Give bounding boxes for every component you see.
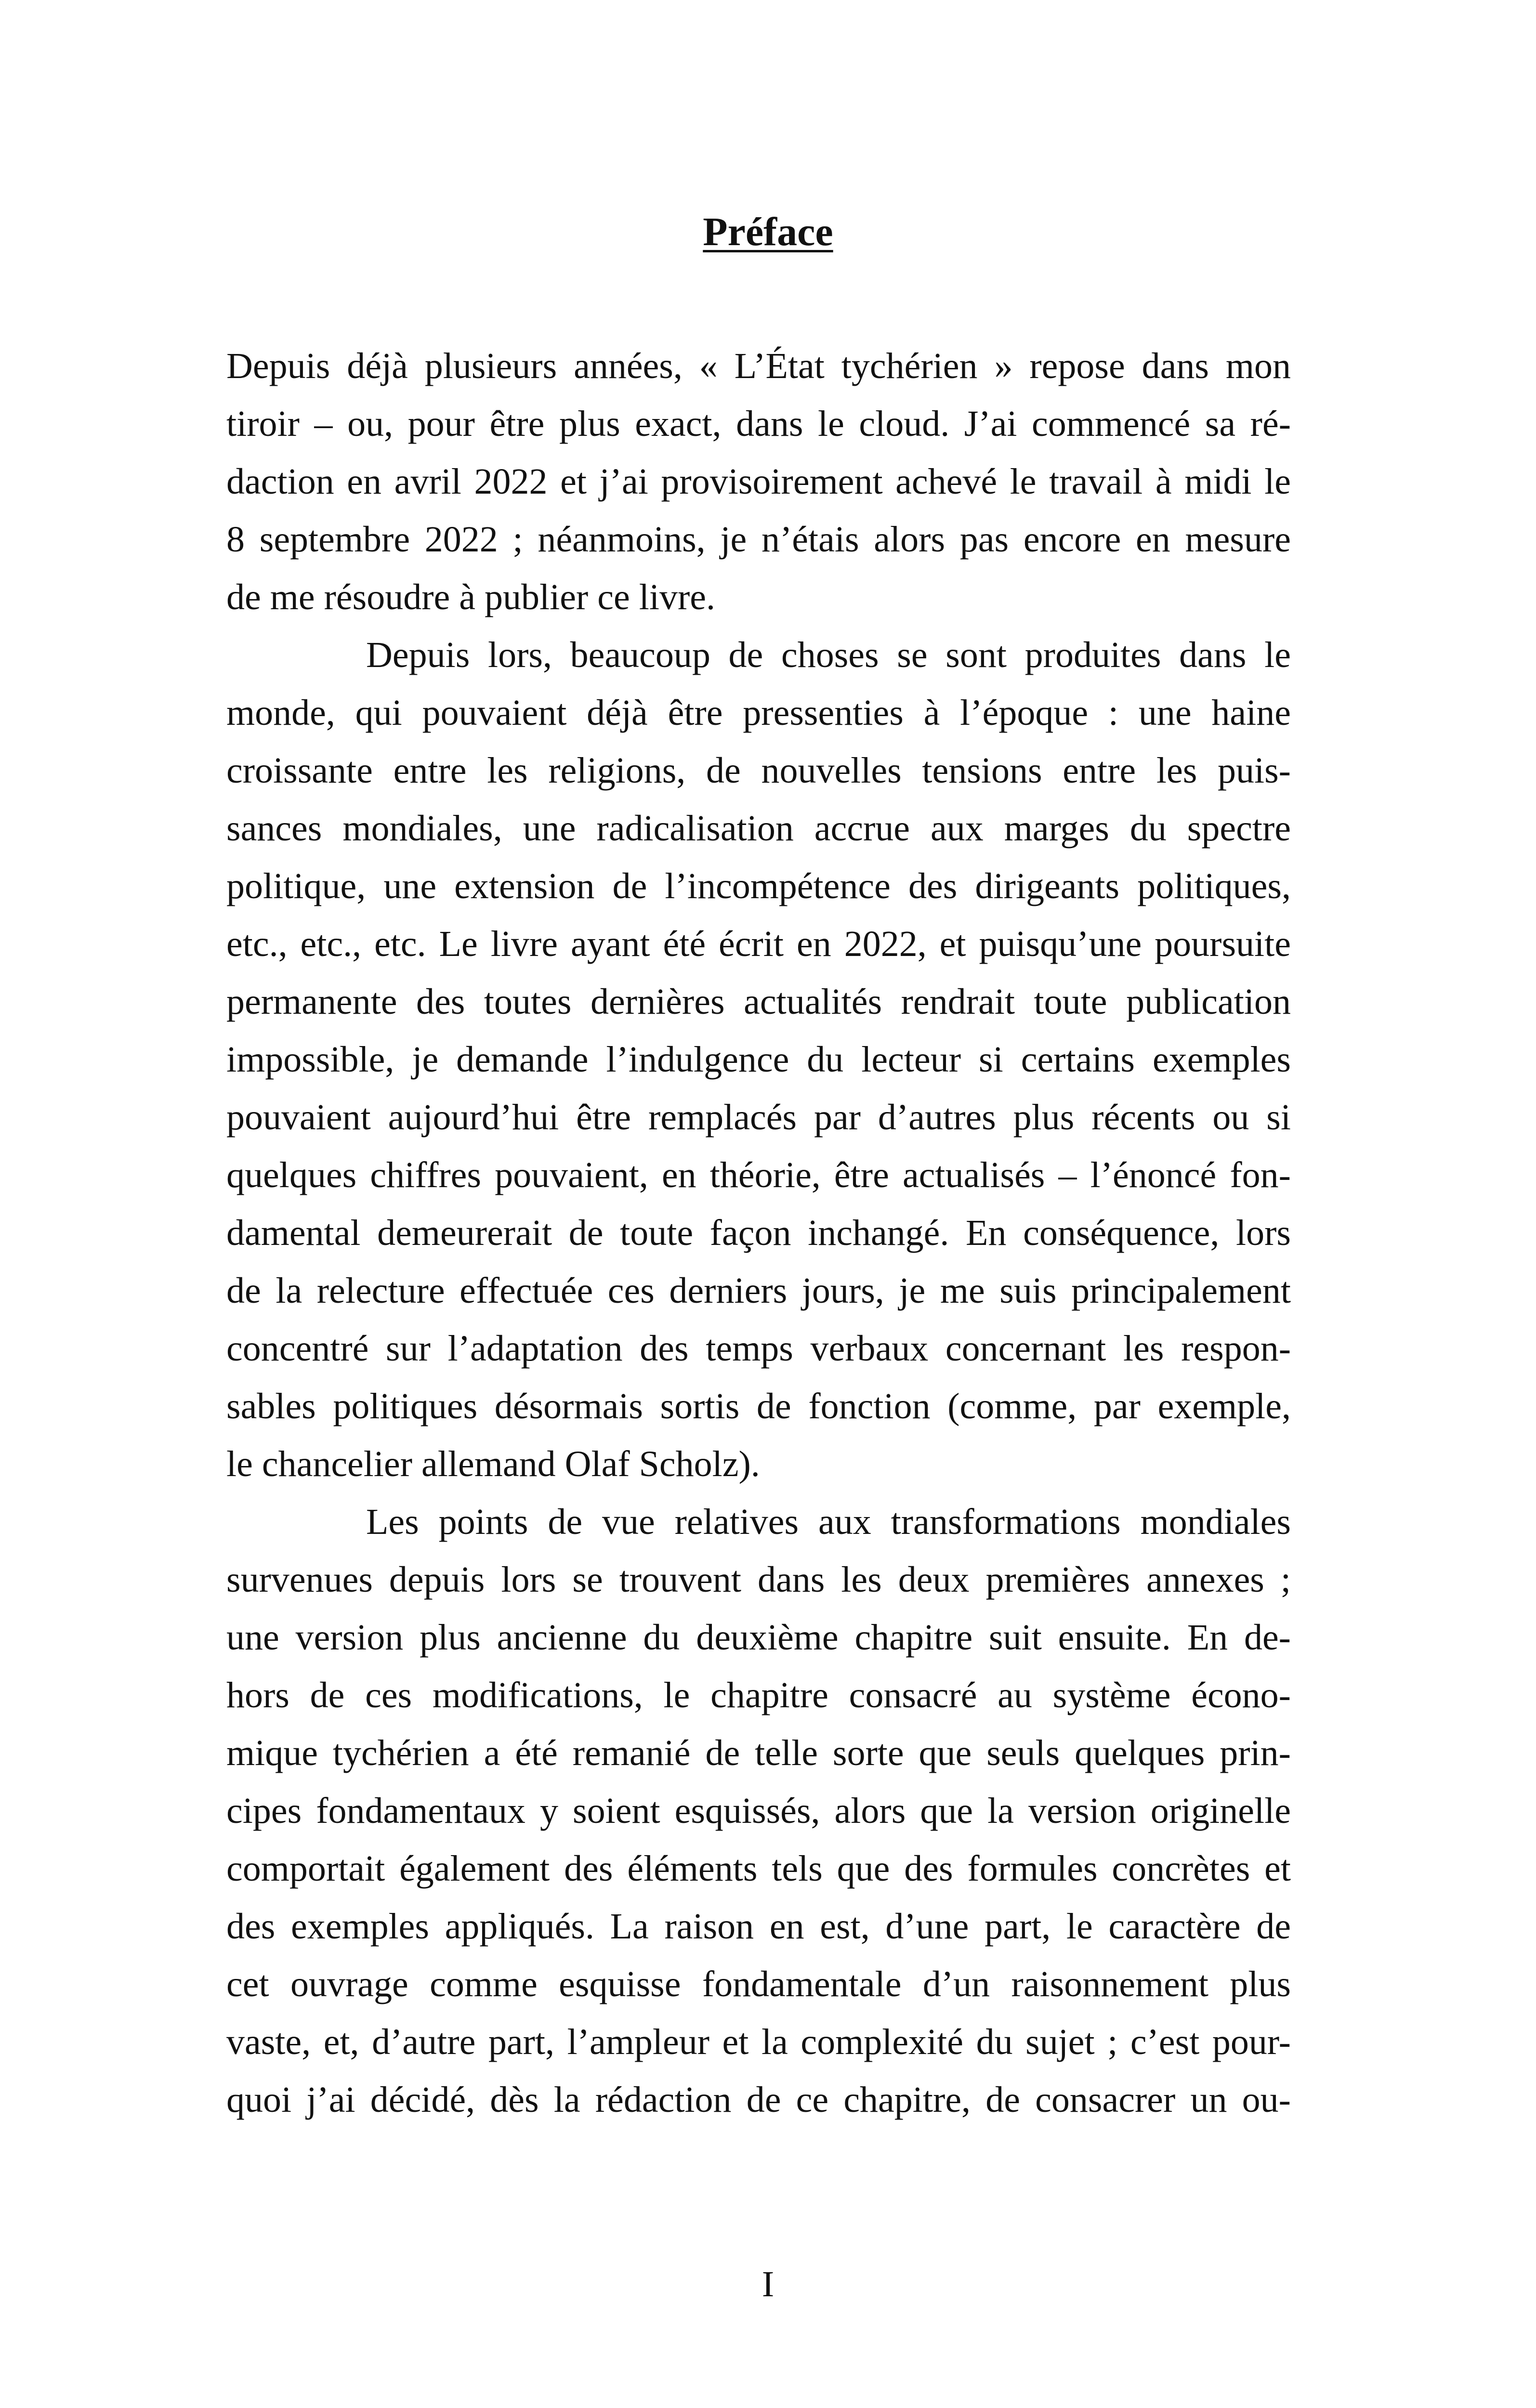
text-line: 8 septembre 2022 ; néanmoins, je n’étais alors pas encore en mesure bbox=[226, 519, 1291, 560]
text-line: Depuis lors, beaucoup de choses se sont produites dans le bbox=[366, 635, 1291, 675]
page-title: Préface bbox=[703, 209, 833, 254]
text-line: pouvaient aujourd’hui être remplacés par d’autres plus récents ou si bbox=[226, 1097, 1291, 1138]
text-line: permanente des toutes dernières actualités rendrait toute publication bbox=[226, 982, 1291, 1022]
text-line: politique, une extension de l’incompétence des dirigeants politiques, bbox=[226, 866, 1291, 906]
text-line: tiroir – ou, pour être plus exact, dans le cloud. J’ai commencé sa ré- bbox=[226, 404, 1291, 444]
text-line: de me résoudre à publier ce livre. bbox=[226, 577, 715, 617]
text-line: Depuis déjà plusieurs années, « L’État tychérien » repose dans mon bbox=[226, 346, 1291, 386]
text-line: mique tychérien a été remanié de telle sorte que seuls quelques prin- bbox=[226, 1733, 1291, 1773]
text-line: damental demeurerait de toute façon inchangé. En conséquence, lors bbox=[226, 1213, 1291, 1253]
text-line: quelques chiffres pouvaient, en théorie, être actualisés – l’énoncé fon- bbox=[226, 1155, 1291, 1195]
text-line: croissante entre les religions, de nouvelles tensions entre les puis- bbox=[226, 750, 1291, 791]
text-line: quoi j’ai décidé, dès la rédaction de ce chapitre, de consacrer un ou- bbox=[226, 2080, 1291, 2120]
text-line: impossible, je demande l’indulgence du lecteur si certains exemples bbox=[226, 1039, 1291, 1080]
page-number: I bbox=[761, 2264, 775, 2304]
text-line: monde, qui pouvaient déjà être pressenties à l’époque : une haine bbox=[226, 693, 1291, 733]
text-line: comportait également des éléments tels que des formules concrètes et bbox=[226, 1848, 1291, 1889]
text-line: une version plus ancienne du deuxième chapitre suit ensuite. En de- bbox=[226, 1617, 1291, 1658]
text-line: le chancelier allemand Olaf Scholz). bbox=[226, 1444, 760, 1484]
text-line: hors de ces modifications, le chapitre consacré au système écono- bbox=[226, 1675, 1291, 1715]
text-line: cet ouvrage comme esquisse fondamentale d’un raisonnement plus bbox=[226, 1964, 1291, 2004]
text-line: etc., etc., etc. Le livre ayant été écrit en 2022, et puisqu’une poursuite bbox=[226, 924, 1291, 964]
text-line: sables politiques désormais sortis de fonction (comme, par exemple, bbox=[226, 1386, 1291, 1426]
text-line: sances mondiales, une radicalisation accrue aux marges du spectre bbox=[226, 808, 1291, 849]
text-line: Les points de vue relatives aux transformations mondiales bbox=[366, 1502, 1291, 1542]
text-line: cipes fondamentaux y soient esquissés, alors que la version originelle bbox=[226, 1791, 1291, 1831]
text-line: concentré sur l’adaptation des temps verbaux concernant les respon- bbox=[226, 1328, 1291, 1369]
text-line: des exemples appliqués. La raison en est, d’une part, le caractère de bbox=[226, 1906, 1291, 1947]
text-line: daction en avril 2022 et j’ai provisoirement achevé le travail à midi le bbox=[226, 461, 1291, 502]
text-line: survenues depuis lors se trouvent dans les deux premières annexes ; bbox=[226, 1559, 1291, 1600]
text-line: de la relecture effectuée ces derniers jours, je me suis principalement bbox=[226, 1270, 1291, 1311]
text-line: vaste, et, d’autre part, l’ampleur et la complexité du sujet ; c’est pour- bbox=[226, 2022, 1291, 2062]
